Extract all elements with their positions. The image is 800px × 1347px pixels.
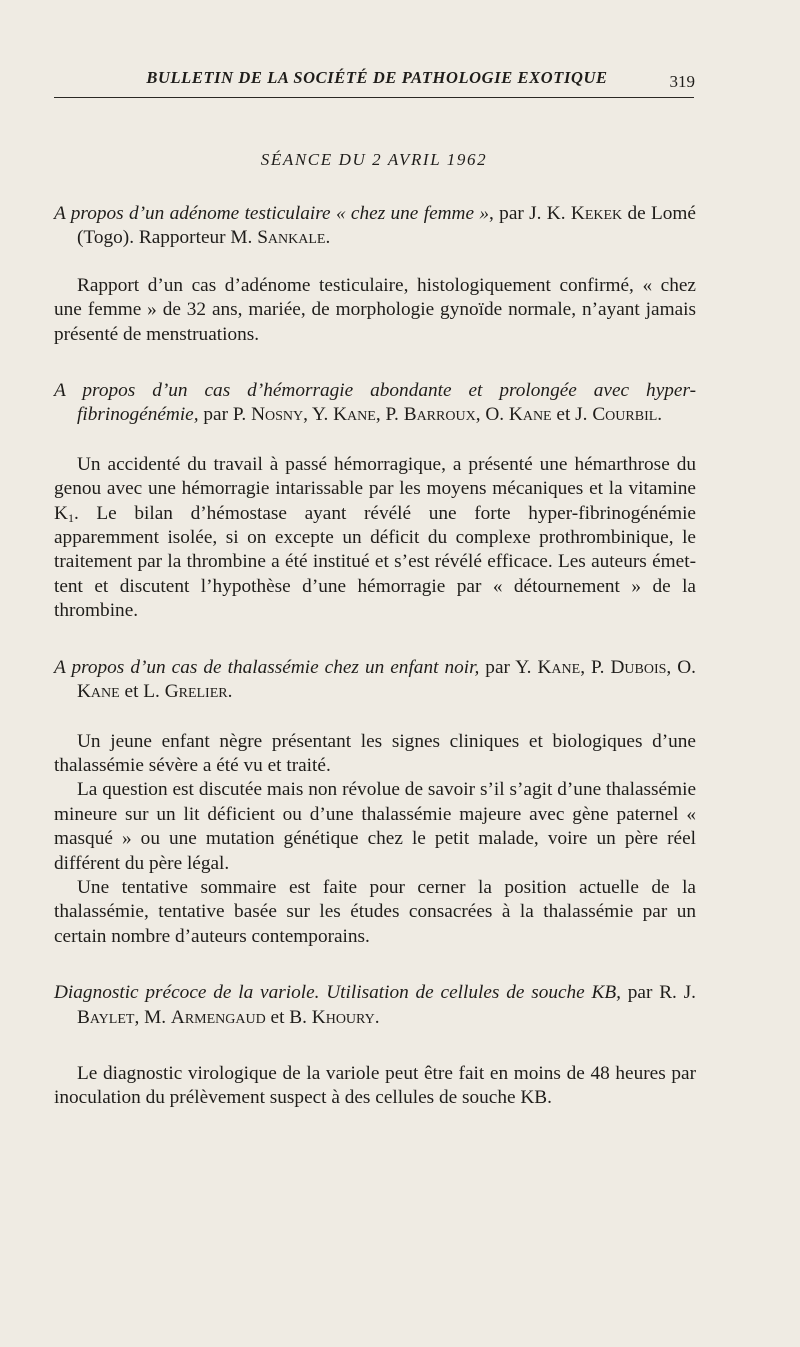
article-4-author: Khoury (311, 1006, 375, 1028)
article-2-abstract-text: . Le bilan d’hémostase ayant révélé une forte hyper-fibrinogénémie apparemment isolée, si on excepte un déficit du complexe prothrombinique, le traitement par la thrombine a été institué et s’est révélé efficace. Les auteurs émet-tent et discutent l’hypothèse d’une hémorragie par « détournement » de la thrombine. (54, 502, 696, 622)
article-3-title-text: A propos d’un cas de thalassémie chez un enfant noir, (54, 656, 480, 678)
article-3-byline-text: par Y. (479, 656, 538, 678)
article-4-byline-text: , M. (134, 1006, 171, 1028)
article-3-author: Kane (537, 656, 581, 678)
article-3-title (54, 656, 696, 705)
article-3-byline-text: , O. (666, 656, 696, 678)
session-title: SÉANCE DU 2 AVRIL 1962 (260, 150, 488, 169)
article-4-title (54, 981, 696, 1030)
article-3-byline-text: . (227, 681, 233, 703)
article-1-byline-text: . (325, 227, 331, 249)
article-2-byline-text: , P. (375, 404, 404, 426)
article-2-author: Kane (508, 404, 552, 426)
article-4-author: Baylet (77, 1006, 135, 1028)
article-4-abstract: Le diagnostic virologique de la variole peut être fait en moins de 48 heures par inoculation du prélèvement suspect à des cellules de souche KB. (54, 1062, 696, 1109)
article-3-author: Dubois (610, 656, 667, 678)
article-3-abstract-2: La question est discutée mais non révolue de savoir s’il s’agit d’une thalassémie mineure sur un lit déficient ou d’une thalassémie majeure avec gène paternel « masqué » ou une mutation génétique chez le petit malade, voire un père réel différent du père légal. (54, 779, 696, 874)
article-2-byline-text: , O. (475, 404, 509, 426)
article-4-author: Armengaud (170, 1006, 266, 1028)
article-4-byline-text: . (374, 1006, 380, 1028)
article-2-abstract (54, 453, 696, 624)
article-2-title (54, 379, 696, 428)
article-2-byline-text: et J. (551, 404, 593, 426)
article-3-abstract-1: Un jeune enfant nègre présentant les signes cliniques et biologiques d’une thalassémie sévère a été vu et traité. (54, 730, 696, 776)
article-2-title-text: A propos d’un cas d’hémorragie abondante et prolongée avec hyper-fibrinogénémie, (54, 380, 696, 426)
article-2-author: Kane (333, 404, 376, 426)
article-2-author: Courbil (592, 404, 658, 426)
article-4-byline-text: et B. (265, 1006, 312, 1028)
article-1-title-quote: « chez une femme » (335, 203, 490, 224)
vitamin-subscript: 1 (67, 510, 74, 525)
article-3-author: Kane (77, 681, 120, 703)
article-3-byline-text: , P. (580, 656, 611, 678)
running-head: BULLETIN DE LA SOCIÉTÉ DE PATHOLOGIE EXOTIQUE (146, 68, 608, 87)
page-number: 319 (669, 72, 695, 91)
article-3-abstract-3: Une tentative sommaire est faite pour cerner la position actuelle de la thalassémie, tentative basée sur les études consacrées à la thalassémie par un certain nombre d’auteurs contemporains. (54, 876, 696, 947)
article-3-author: Grelier (164, 681, 228, 703)
article-4-byline-text: par R. J. (620, 982, 696, 1004)
article-list (54, 202, 696, 1111)
article-2-byline-text: par P. (198, 404, 252, 426)
article-1-abstract: Rapport d’un cas d’adénome testiculaire, histologiquement confirmé, « chez une femme » de 32 ans, mariée, de morphologie gynoïde normale, n’ayant jamais présenté de menstruations. (54, 274, 696, 345)
article-2-byline-text: . (657, 404, 663, 426)
article-1-rapporteur: Sankale (257, 227, 326, 249)
article-1-byline-text: de Lomé (Togo). Rapporteur M. (77, 203, 696, 249)
article-1-title (54, 202, 696, 251)
article-1-byline-text: , par J. K. (489, 203, 571, 224)
article-2-author: Nosny (251, 404, 304, 426)
article-2-author: Barroux (403, 404, 476, 426)
article-2-byline-text: , Y. (303, 404, 334, 426)
article-4-title-text: Diagnostic précoce de la variole. Utilisation de cellules de souche KB, (54, 982, 621, 1004)
article-1-author: Kekek (570, 203, 623, 224)
header-rule (54, 97, 694, 98)
article-3-byline-text: et L. (119, 681, 165, 703)
article-1-title-text: A propos d’un adénome testiculaire (54, 203, 336, 224)
article-2-abstract-text: Un accidenté du travail à passé hémorragique, a présenté une hémarthrose du genou avec une hémorragie intarissable par les moyens mécaniques et la vitamine K (54, 453, 696, 524)
